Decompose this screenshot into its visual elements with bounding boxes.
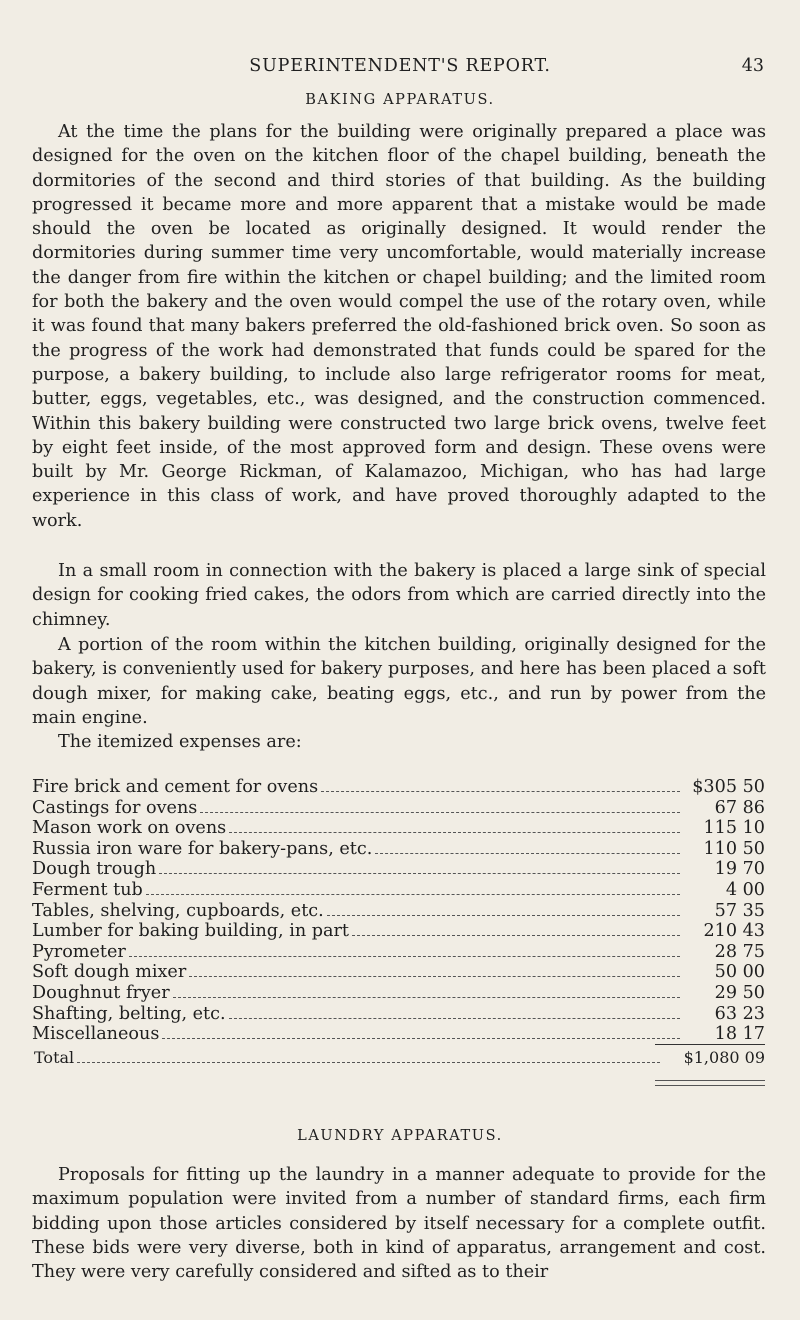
expense-row — [32, 880, 765, 901]
expense-row — [32, 859, 765, 880]
section-heading-baking: BAKING APPARATUS. — [305, 92, 495, 108]
total-row — [34, 1048, 765, 1069]
expense-amount: 28 75 — [714, 941, 765, 962]
expense-amount: 50 00 — [714, 962, 765, 983]
total-label: Total — [34, 1048, 75, 1067]
dot-leader — [375, 853, 680, 854]
expense-label: Castings for ovens — [32, 797, 198, 818]
expense-label: Shafting, belting, etc. — [32, 1003, 226, 1024]
dot-leader — [129, 956, 680, 957]
sum-rule — [655, 1044, 765, 1045]
expense-label: Lumber for baking building, in part — [32, 921, 350, 942]
paragraph-expenses-intro: The itemized expenses are: — [58, 732, 302, 752]
expense-label: Dough trough — [32, 859, 157, 880]
dot-leader — [162, 1038, 680, 1039]
expense-row — [32, 921, 765, 942]
expense-amount: 210 43 — [703, 921, 765, 942]
running-head: SUPERINTENDENT'S REPORT. — [249, 56, 551, 76]
section-heading-laundry: LAUNDRY APPARATUS. — [297, 1128, 503, 1144]
expense-label: Fire brick and cement for ovens — [32, 777, 319, 797]
expense-amount: 110 50 — [703, 838, 765, 859]
expense-row — [32, 1004, 765, 1025]
paragraph-oven-location: At the time the plans for the building were originally prepared a place was designed for the oven on the kitchen floor of the chapel building, beneath the dormitories of the second and third stories of that building. As the building progressed it became more and more apparent that a mistake would be made should the oven be located as originally designed. It would render the dormitories during summer time very uncomfortable, would materially increase the danger from fire within the kitchen or chapel building; and the limited room for both the bakery and the oven would compel the use of the rotary oven, while it was found that many bakers preferred the old-fashioned brick oven. So soon as the progress of the work had demonstrated that funds could be spared for the purpose, a bakery building, to include also large refrigerator rooms for meat, butter, eggs, vegetables, etc., was designed, and the construction commenced. Within this bakery building were constructed two large brick ovens, twelve feet by eight feet inside, of the most approved form and design. These ovens were built by Mr. George Rickman, of Kalamazoo, Michigan, who has had large experience in this class of work, and have proved thoroughly adapted to the work. — [32, 122, 766, 531]
dot-leader — [189, 976, 680, 977]
expense-list — [32, 777, 765, 1045]
dot-leader — [200, 812, 680, 813]
dot-leader — [352, 935, 680, 936]
double-rule — [655, 1080, 765, 1086]
expense-amount: 67 86 — [714, 797, 765, 818]
expense-row — [32, 777, 765, 798]
expense-amount: 4 00 — [725, 879, 765, 900]
total-amount: $1,080 09 — [683, 1048, 765, 1067]
expense-label: Tables, shelving, cupboards, etc. — [32, 900, 324, 921]
expense-amount: $305 50 — [692, 777, 765, 797]
expense-label: Doughnut fryer — [32, 982, 170, 1003]
expense-label: Soft dough mixer — [32, 962, 187, 983]
expense-row — [32, 839, 765, 860]
expense-amount: 29 50 — [714, 982, 765, 1003]
paragraph-sink: In a small room in connection with the bakery is placed a large sink of special design for cooking fried cakes, the odors from which are carried directly into the chimney. — [32, 561, 766, 630]
expense-amount: 57 35 — [714, 900, 765, 921]
expense-label: Russia iron ware for bakery-pans, etc. — [32, 838, 373, 859]
expense-label: Pyrometer — [32, 941, 126, 962]
page-number: 43 — [741, 56, 764, 76]
expense-row — [32, 1024, 765, 1045]
dot-leader — [77, 1062, 660, 1063]
expense-row — [32, 818, 765, 839]
dot-leader — [173, 997, 680, 998]
expense-amount: 19 70 — [714, 859, 765, 880]
expense-row — [32, 962, 765, 983]
dot-leader — [229, 832, 680, 833]
expense-row — [32, 798, 765, 819]
dot-leader — [321, 791, 680, 792]
paragraph-dough-mixer: A portion of the room within the kitchen building, originally designed for the bakery, is conveniently used for bakery purposes, and here has been placed a soft dough mixer, for making cake, beating eggs, etc., and run by power from the main engine. — [32, 635, 766, 728]
expense-row — [32, 942, 765, 963]
paragraph-laundry-proposals: Proposals for fitting up the laundry in a manner adequate to provide for the maximum population were invited from a number of standard firms, each firm bidding upon those articles considered by itself necessary for a complete outfit. These bids were very diverse, both in kind of apparatus, arrangement and cost. They were very carefully considered and sifted as to their — [32, 1165, 766, 1283]
expense-row — [32, 901, 765, 922]
expense-row — [32, 983, 765, 1004]
expense-amount: 115 10 — [703, 818, 765, 839]
expense-amount: 18 17 — [714, 1024, 765, 1045]
expense-amount: 63 23 — [714, 1003, 765, 1024]
dot-leader — [146, 894, 680, 895]
dot-leader — [327, 915, 680, 916]
expense-label: Miscellaneous — [32, 1024, 160, 1045]
expense-label: Ferment tub — [32, 879, 143, 900]
dot-leader — [159, 873, 680, 874]
expense-label: Mason work on ovens — [32, 818, 227, 839]
dot-leader — [229, 1018, 680, 1019]
